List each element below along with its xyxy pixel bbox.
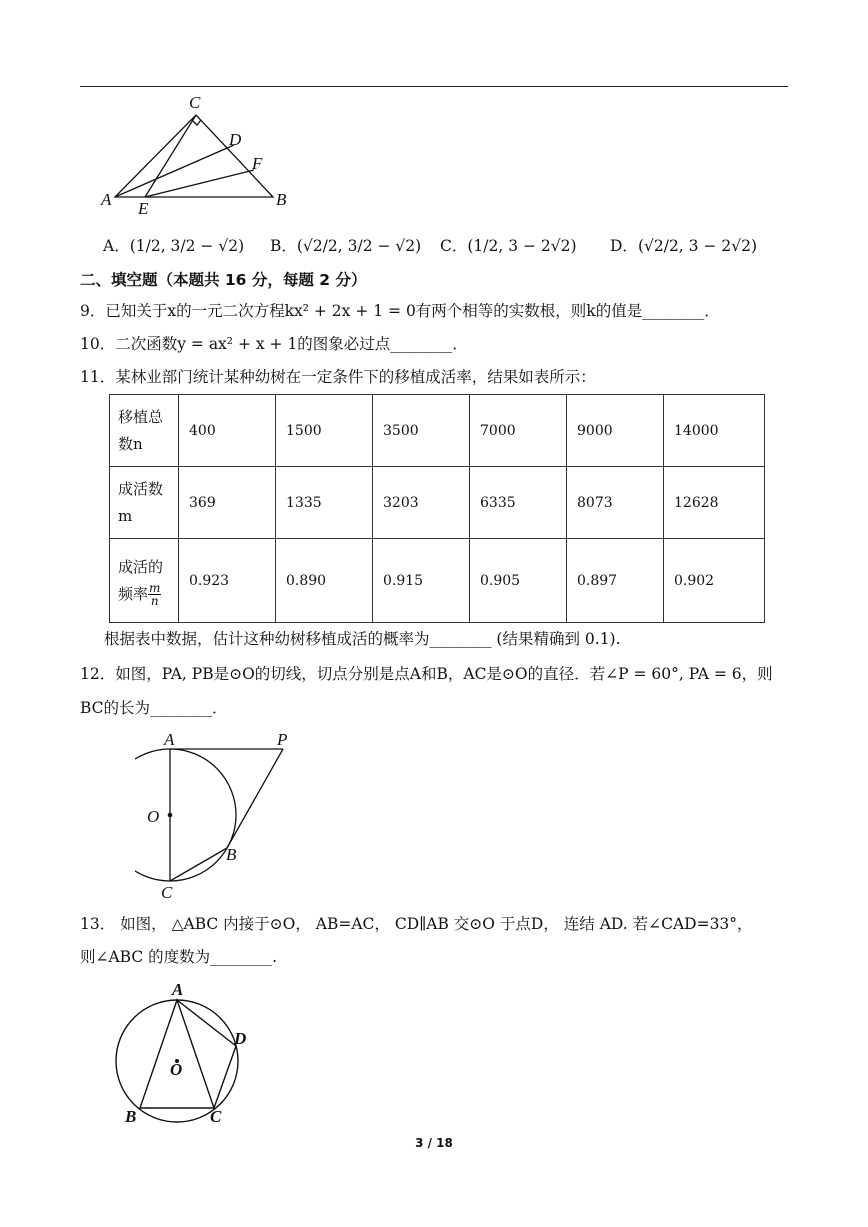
figure-triangle-acb (95, 92, 300, 217)
question-11: 11．某林业部门统计某种幼树在一定条件下的移植成活率，结果如表所示： (80, 368, 596, 386)
figure-inscribed-triangle (110, 976, 265, 1126)
label-C: C (161, 883, 173, 902)
row-head-frequency: 成活的频率 $\frac{m}{n}$ (110, 539, 179, 623)
option-a: A．(1/2, 3/2 − √2) (103, 237, 245, 255)
table-cell: 3203 (373, 467, 470, 539)
question-12-line-2: BC的长为________． (80, 699, 228, 717)
label-D: D (229, 130, 242, 149)
table-cell: 0.890 (276, 539, 373, 623)
table-cell: 9000 (567, 395, 664, 467)
fraction-m-n: $\frac{m}{n}$ (149, 581, 161, 608)
label-O: O (170, 1060, 183, 1079)
table-cell: 0.923 (179, 539, 276, 623)
page-number: 3 / 18 (415, 1136, 453, 1150)
table-cell: 0.902 (664, 539, 765, 623)
row-head-total: 移植总数n (110, 395, 179, 467)
table-cell: 8073 (567, 467, 664, 539)
question-12-line-1: 12．如图，PA, PB是⊙O的切线，切点分别是点A和B，AC是⊙O的直径．若∠P = 60°, PA = 6，则 (80, 665, 773, 683)
label-B: B (226, 845, 237, 864)
section-2-heading: 二、填空题（本题共 16 分，每题 2 分） (80, 271, 367, 289)
label-O: O (147, 807, 160, 826)
option-c: C．(1/2, 3 − 2√2) (440, 237, 577, 255)
option-d: D．(√2/2, 3 − 2√2) (610, 237, 758, 255)
table-cell: 1335 (276, 467, 373, 539)
label-B: B (276, 190, 287, 209)
table-row (110, 539, 765, 623)
question-9: 9．已知关于x的一元二次方程kx² + 2x + 1 = 0有两个相等的实数根，则k的值是________． (80, 302, 720, 320)
figure-circle-tangents (135, 726, 305, 904)
table-row (110, 467, 765, 539)
table-cell: 7000 (470, 395, 567, 467)
table-cell: 369 (179, 467, 276, 539)
table-cell: 400 (179, 395, 276, 467)
table-cell: 12628 (664, 467, 765, 539)
question-13-line-1: 13． 如图， △ABC 内接于⊙O， AB=AC， CD∥AB 交⊙O 于点D， 连结 AD. 若∠CAD=33°， (80, 915, 753, 933)
table-cell: 14000 (664, 395, 765, 467)
question-10: 10．二次函数y = ax² + x + 1的图象必过点________． (80, 335, 468, 353)
label-A: A (101, 190, 112, 209)
question-11-tail: 根据表中数据，估计这种幼树移植成活的概率为________ (结果精确到 0.1). (104, 630, 621, 648)
label-A: A (172, 980, 184, 999)
table-cell: 0.897 (567, 539, 664, 623)
table-cell: 6335 (470, 467, 567, 539)
label-E: E (138, 199, 149, 217)
label-P: P (277, 730, 288, 749)
label-D: D (234, 1029, 247, 1048)
label-B: B (125, 1107, 137, 1126)
label-C: C (189, 93, 201, 112)
table-cell: 0.905 (470, 539, 567, 623)
label-F: F (252, 154, 263, 173)
table-row (110, 395, 765, 467)
survival-rate-table (109, 394, 765, 623)
header-rule (80, 86, 788, 87)
label-A: A (164, 730, 175, 749)
question-13-line-2: 则∠ABC 的度数为________. (80, 948, 278, 966)
table-cell: 3500 (373, 395, 470, 467)
table-cell: 0.915 (373, 539, 470, 623)
row-head-survived: 成活数m (110, 467, 179, 539)
table-cell: 1500 (276, 395, 373, 467)
label-C: C (210, 1107, 222, 1126)
option-b: B．(√2/2, 3/2 − √2) (270, 237, 422, 255)
